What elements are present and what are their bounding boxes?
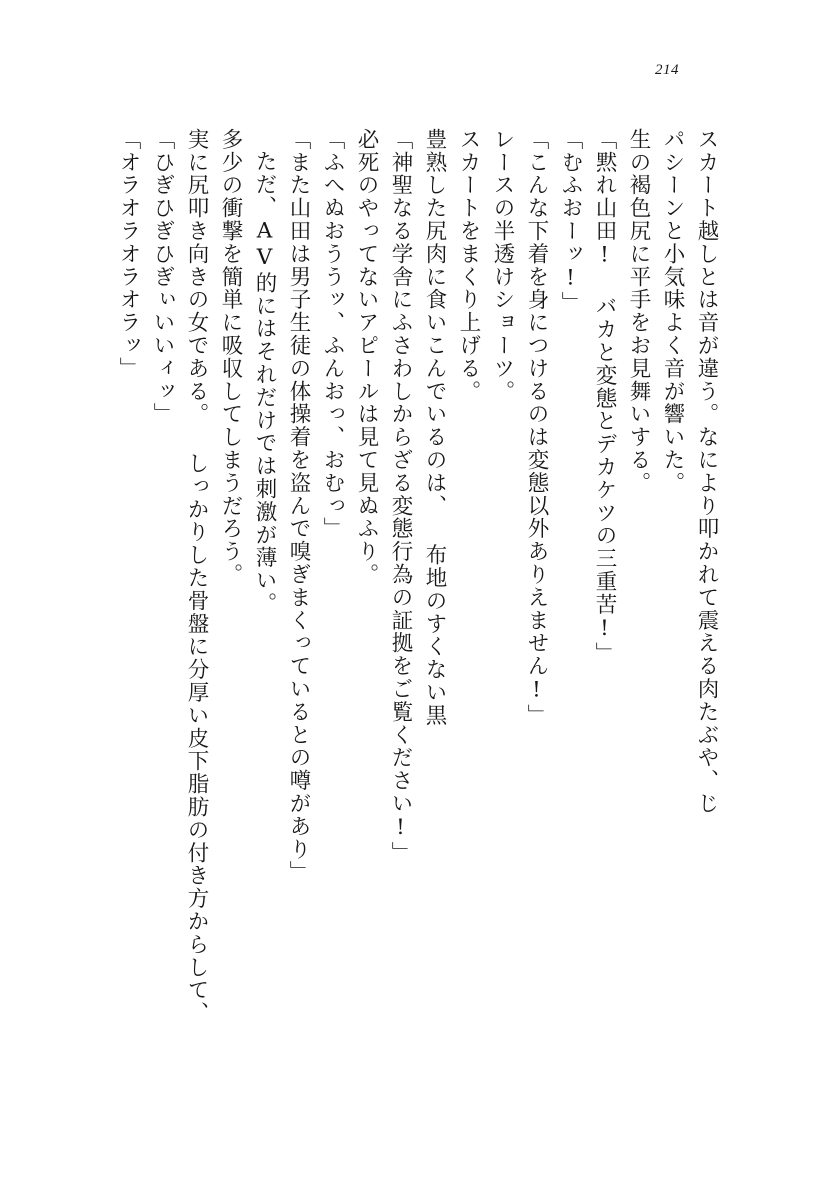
text-column: 「また山田は男子生徒の体操着を盗んで嗅ぎまくっているとの噂があり」 [286, 128, 311, 884]
text-column: 必死のやってないアピールは見て見ぬふり。 [354, 128, 379, 586]
text-column: パシーンと小気味よく音が響いた。 [660, 128, 685, 495]
text-column: スカートをまくり上げる。 [456, 128, 481, 403]
text-column: 多少の衝撃を簡単に吸収してしまうだろう。 [218, 128, 243, 586]
text-column: 「神聖なる学舎にふさわしからざる変態行為の証拠をご覧ください!」 [388, 128, 413, 865]
text-column: 「黙れ山田! バカと変態とデカケツの三重苦!」 [592, 128, 617, 666]
text-column: 「こんな下着を身につけるのは変態以外ありえません!」 [524, 128, 549, 727]
text-column: 「オラオラオラオラッ」 [116, 128, 141, 380]
text-column: ただ、AV的にはそれだけでは刺激が薄い。 [252, 150, 277, 615]
text-column: 生の褐色尻に平手をお見舞いする。 [626, 128, 651, 495]
text-column: 「ひぎひぎひぎぃいいィッ」 [150, 128, 175, 426]
text-column: 「ふへぬおううッ、ふんおっ、おむっ」 [320, 128, 345, 541]
vertical-text-body [105, 128, 719, 1058]
text-column: 豊熟した尻肉に食いこんでいるのは、 布地のすくない黒 [422, 128, 447, 727]
page-number: 214 [655, 62, 679, 78]
text-column: 「むふおーッ!」 [558, 128, 583, 315]
text-column: レースの半透けショーツ。 [490, 128, 515, 403]
text-column: スカート越しとは音が違う。なにより叩かれて震える肉たぶや、じ [694, 128, 719, 815]
text-column: 実に尻叩き向きの女である。 しっかりした骨盤に分厚い皮下脂肪の付き方からして、 [184, 128, 209, 1025]
